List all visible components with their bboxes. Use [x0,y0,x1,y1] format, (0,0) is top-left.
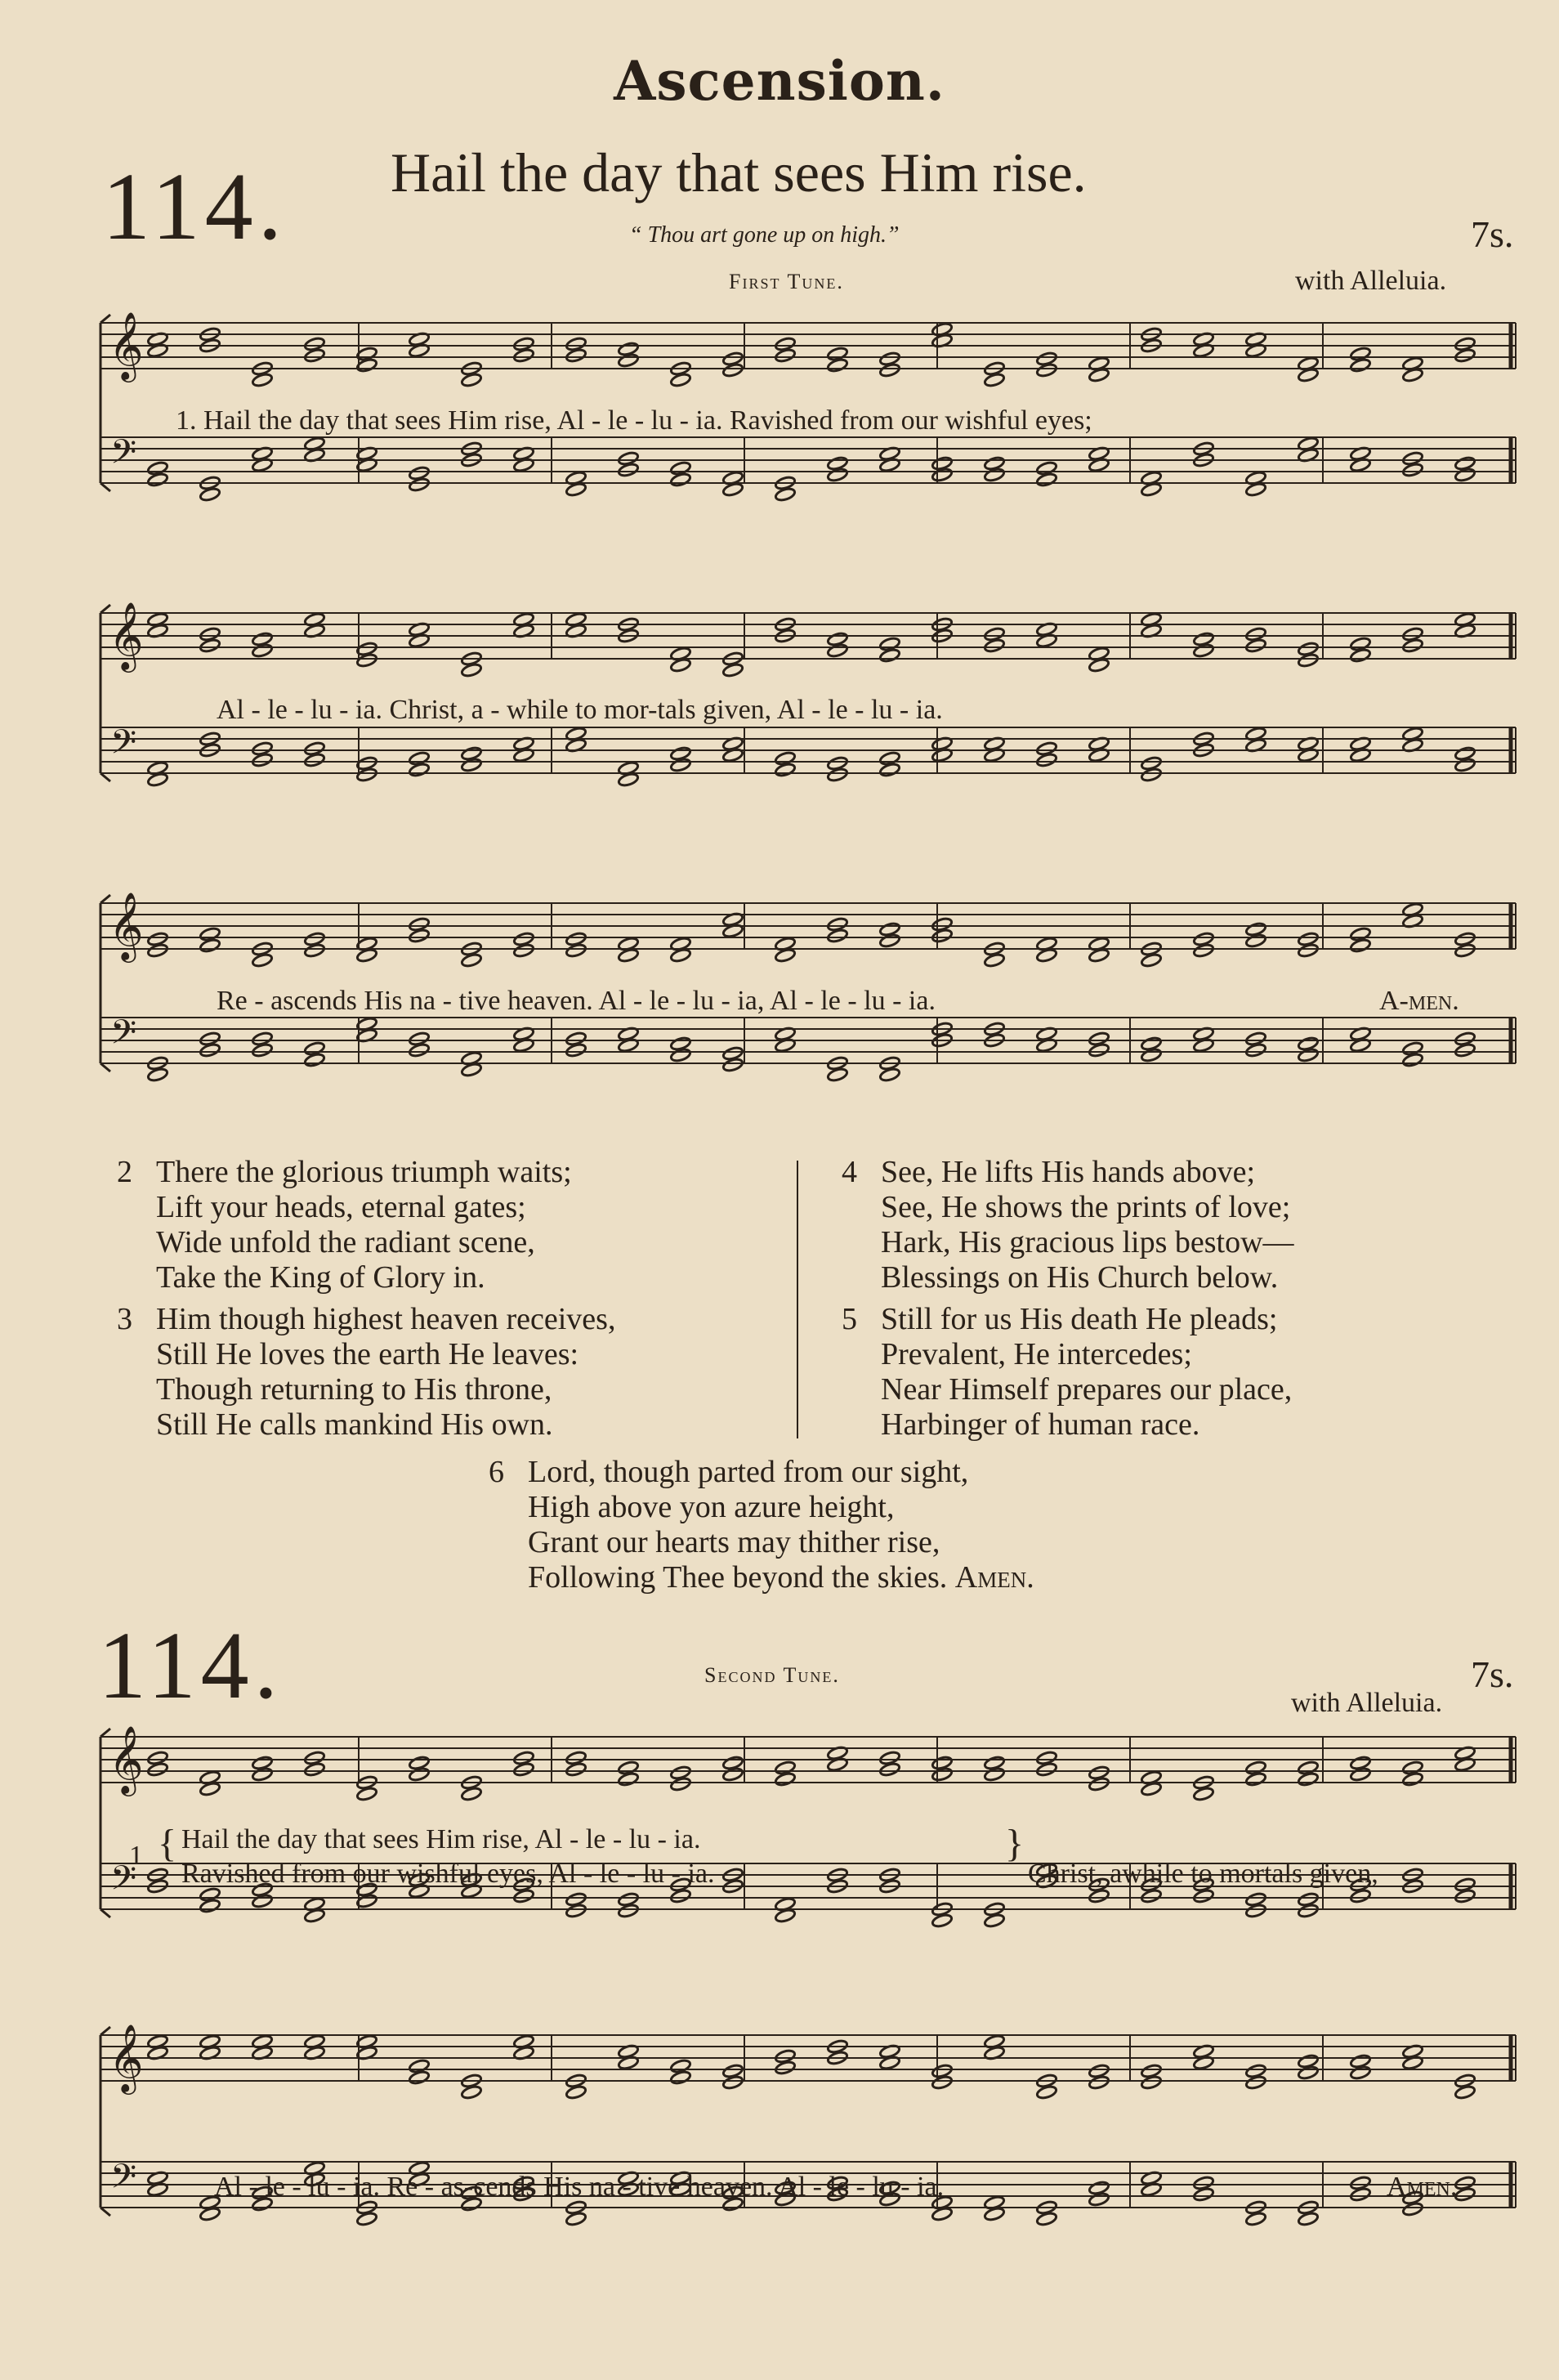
notes [147,2034,1476,2100]
verse-block-left [117,1155,615,1443]
bracket-hook [101,2208,110,2216]
verse-line: Take the King of Glory in. [156,1260,485,1295]
verse-line: Still for us His death He pleads; [881,1302,1278,1336]
verse-line: Wide unfold the radiant scene, [156,1225,535,1259]
verse-divider [797,1161,798,1438]
tune-label: First Tune. [729,270,844,293]
verse-line: Hark, His gracious lips bestow— [881,1225,1294,1259]
hymn-number-second-tune: 114. [98,1612,284,1719]
treble-clef-icon: 𝄞 [109,601,144,669]
verse-line: Grant our hearts may thither rise, [528,1525,940,1559]
bass-clef-icon: 𝄢 [110,432,137,480]
verse-line: Blessings on His Church below. [881,1260,1279,1295]
left-brace: { [158,1822,177,1865]
treble-clef-icon: 𝄞 [109,1725,144,1793]
verse-block-right [842,1155,1294,1443]
verse-number: 1 [129,1841,143,1871]
verse-line: Prevalent, He intercedes; [881,1337,1192,1371]
lyric-line: Re - ascends His na - tive heaven. Al - le - lu - ia, Al - le - lu - ia. [217,986,936,1016]
lyric-line: Al - le - lu - ia. Christ, a - while to mor-tals given, Al - le - lu - ia. [217,695,943,725]
verse-line: Him though highest heaven receives, [156,1302,616,1336]
verse-4 [842,1155,1294,1295]
meter: 7s. [1471,213,1514,255]
notes [147,1017,1476,1083]
bass-clef-icon: 𝄢 [110,2157,137,2204]
meter-second: 7s. [1471,1653,1514,1695]
notes [147,436,1476,503]
lyric-line: 1. Hail the day that sees Him rise, Al - le - lu - ia. Ravished from our wishful eyes; [176,405,1092,436]
with-alleluia-label-second: with Alleluia. [1291,1688,1443,1718]
verse-line: See, He shows the prints of love; [881,1190,1291,1224]
section-title: Ascension. [614,49,945,113]
lyric-line: Ravished from our wishful eyes, Al - le - lu - ia. [181,1859,715,1889]
hymn-number: 114. [102,153,288,260]
notes [147,902,1476,969]
verse-number: 3 [117,1302,132,1336]
bass-clef-icon: 𝄢 [110,1859,137,1906]
lyric-line: Al - le - lu - ia. Re - as-cends His na - tive heaven. Al - le - lu - ia. [214,2172,945,2202]
notes [147,1746,1476,1802]
verse-3 [117,1302,615,1443]
verse-line: See, He lifts His hands above; [881,1155,1256,1189]
with-alleluia-label: with Alleluia. [1295,266,1447,296]
verse-line: Though returning to His throne, [156,1372,552,1407]
epigraph: “ Thou art gone up on high.” [629,222,900,248]
lyric-line: Hail the day that sees Him rise, Al - le - lu - ia. [181,1824,701,1854]
verse-number: 5 [842,1302,857,1336]
treble-staff [101,903,1516,949]
verse-line: Following Thee beyond the skies. [528,1560,948,1595]
verse-6 [489,1455,1034,1595]
notes [147,727,1476,788]
verse-number: 6 [489,1455,504,1489]
notes [147,612,1476,678]
verse-line: Lord, though parted from our sight, [528,1455,969,1489]
verse-line: Lift your heads, eternal gates; [156,1190,526,1224]
right-brace: } [1005,1822,1025,1865]
treble-clef-icon: 𝄞 [109,891,144,960]
verse-line: Still He loves the earth He leaves: [156,1337,579,1371]
music-system [94,2019,1524,2280]
verse-line: Harbinger of human race. [881,1407,1200,1442]
bass-clef-icon: 𝄢 [110,722,137,770]
hymn-title: Hail the day that sees Him rise. [391,141,1087,204]
verse-line: High above yon azure height, [528,1490,895,1524]
treble-clef-icon: 𝄞 [109,311,144,379]
bass-clef-icon: 𝄢 [110,1013,137,1060]
bracket-hook [101,1909,110,1917]
tune-label-second: Second Tune. [704,1663,840,1687]
verse-number: 4 [842,1155,857,1189]
notes [147,322,1476,388]
amen-lyric: Amen. [1387,2172,1458,2202]
verse-2 [117,1155,615,1295]
bracket-hook [101,773,110,781]
treble-clef-icon: 𝄞 [109,2023,144,2091]
verse-5 [842,1302,1294,1443]
lyric-line: Christ, awhile to mortals given, [1028,1859,1378,1889]
amen-text: Amen. [954,1560,1034,1595]
verse-number: 2 [117,1155,132,1189]
bracket-hook [101,483,110,491]
bracket-hook [101,1063,110,1071]
amen-lyric: A-men. [1379,986,1459,1016]
verse-line: Still He calls mankind His own. [156,1407,553,1442]
verse-line: There the glorious triumph waits; [156,1155,572,1189]
verse-line: Near Himself prepares our place, [881,1372,1293,1407]
